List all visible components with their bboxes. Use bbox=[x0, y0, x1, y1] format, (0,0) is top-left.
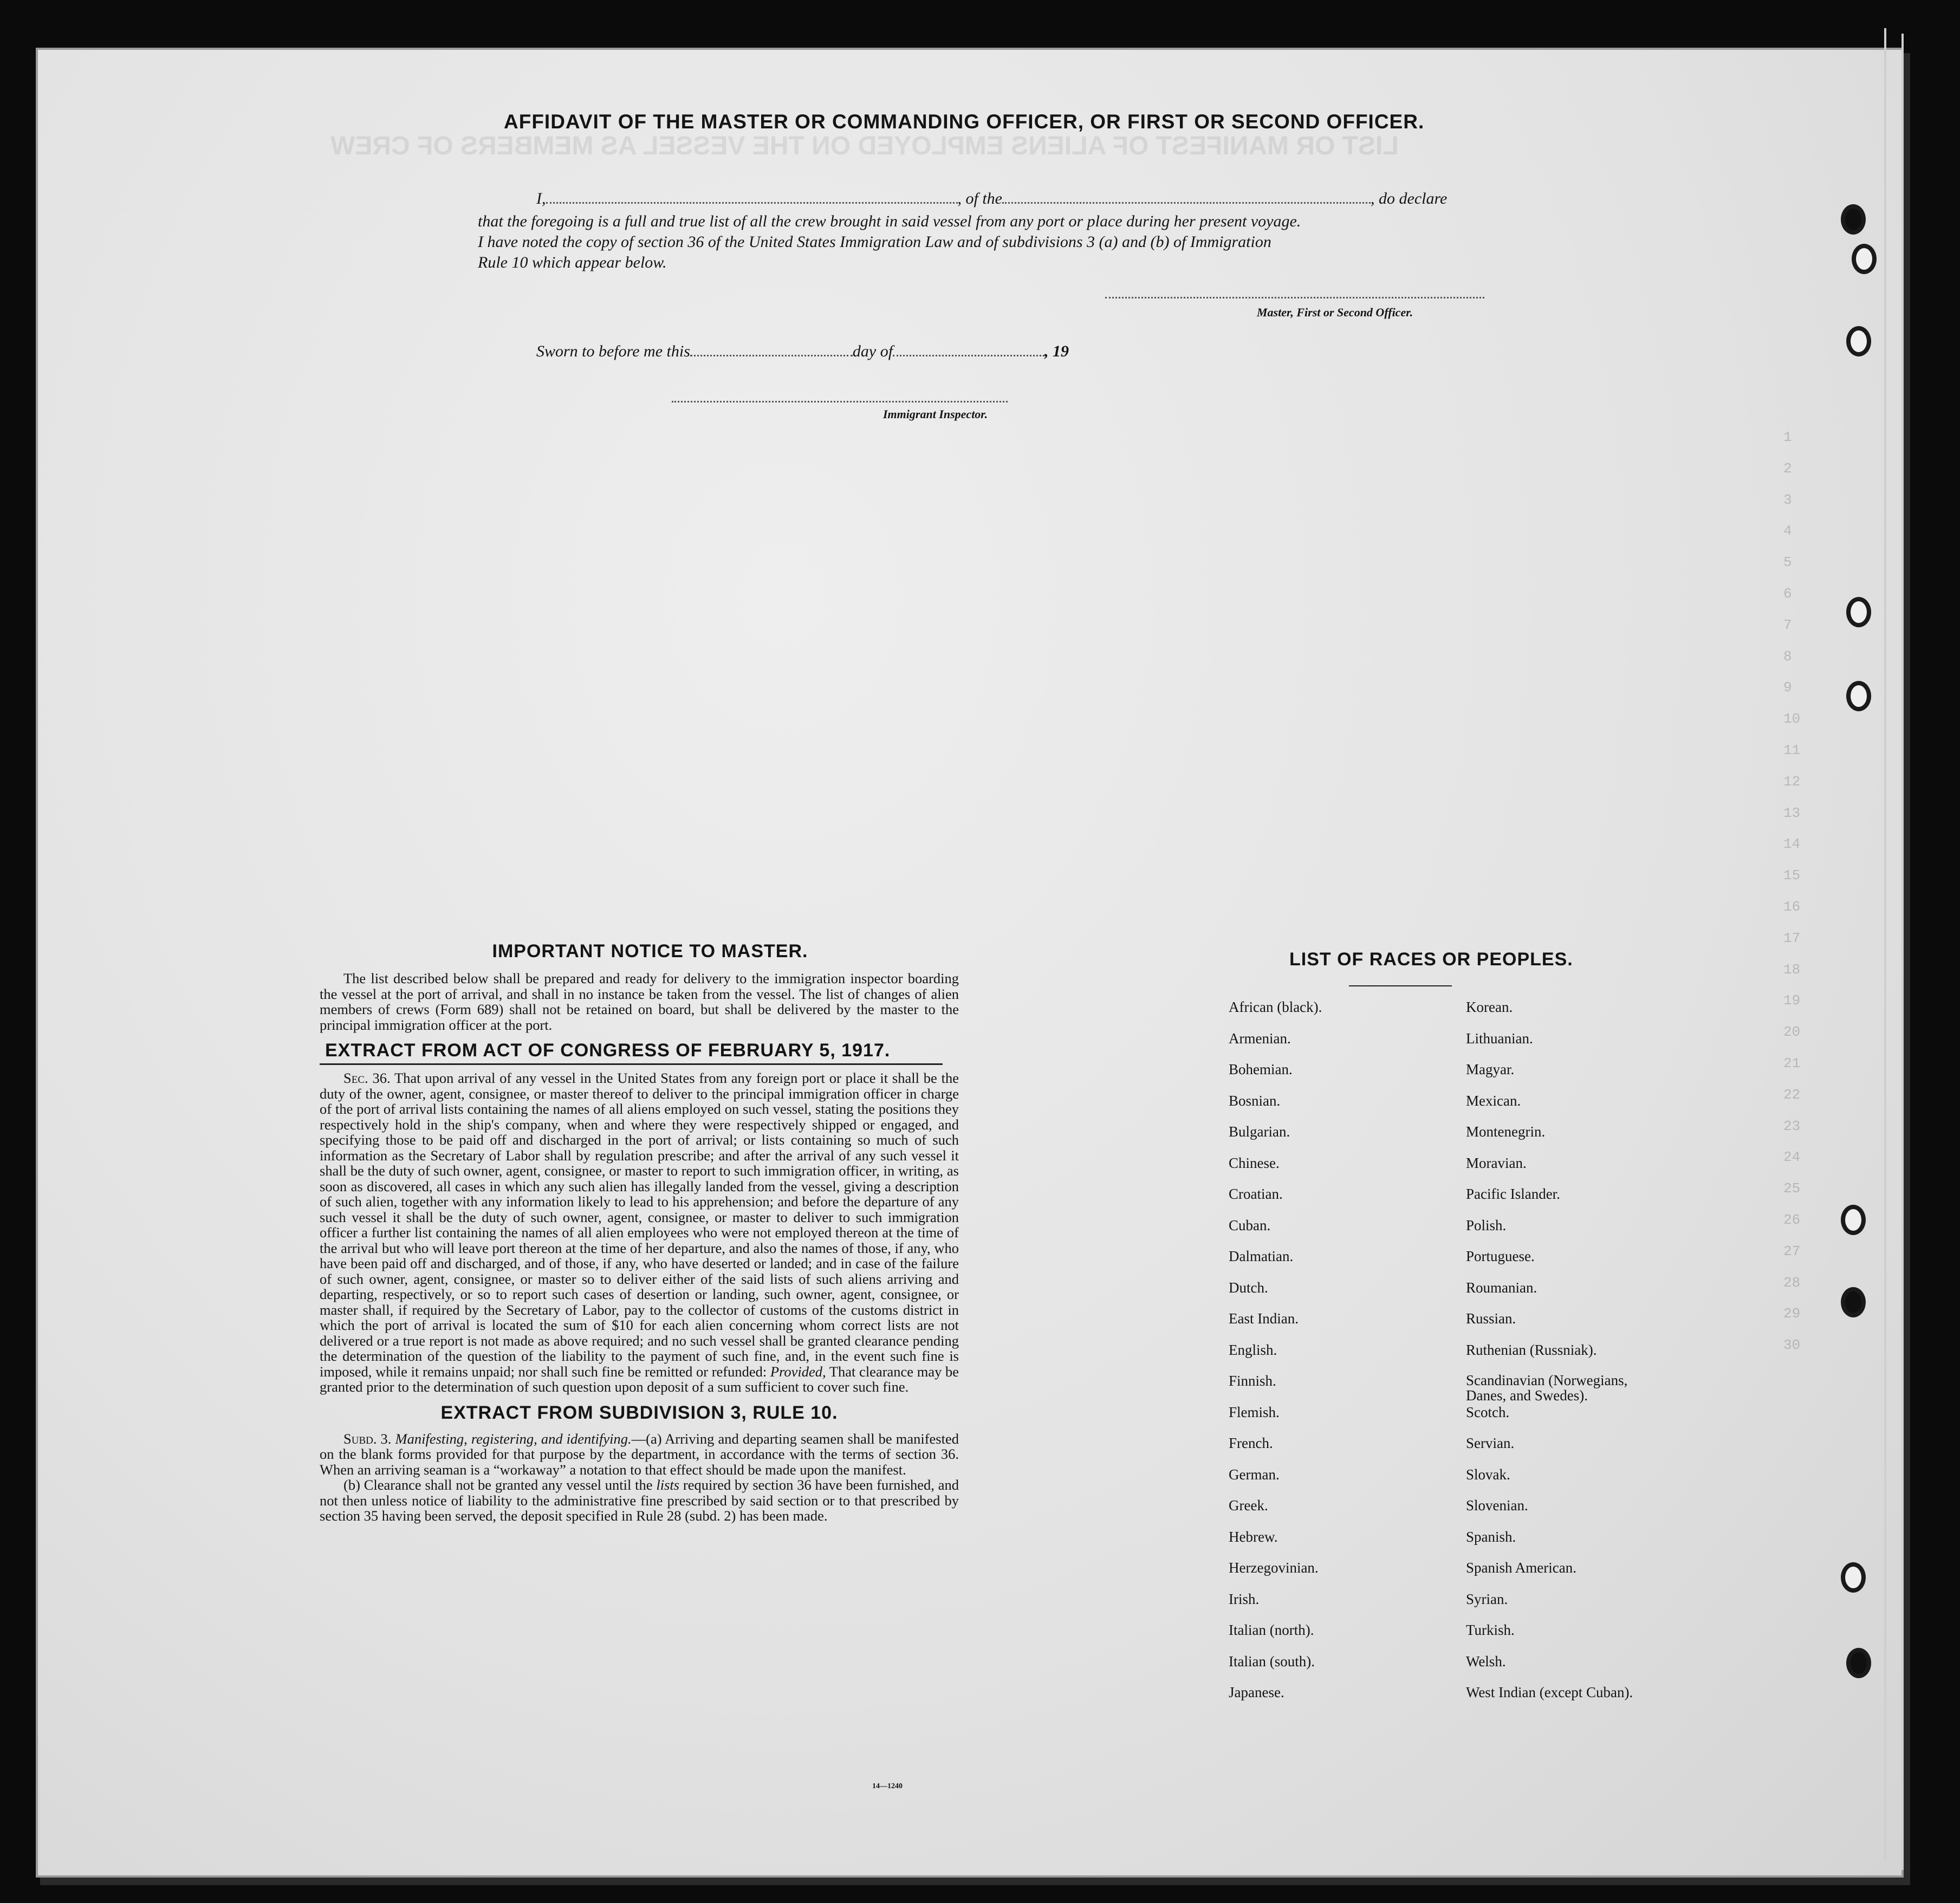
affidavit-line-4: Rule 10 which appear below. bbox=[478, 254, 667, 271]
affidavit-line-2: that the foregoing is a full and true list of all the crew brought in said vessel from any port or place during her present voyage. bbox=[478, 212, 1301, 230]
race-item: Moravian. bbox=[1466, 1154, 1527, 1171]
punch-hole bbox=[1852, 244, 1877, 274]
race-item: Bohemian. bbox=[1229, 1061, 1293, 1077]
form-number: 14—1240 bbox=[872, 1782, 903, 1790]
races-title: LIST OF RACES OR PEOPLES. bbox=[1289, 949, 1573, 970]
race-item: Flemish. bbox=[1229, 1404, 1280, 1420]
race-item: Chinese. bbox=[1229, 1154, 1280, 1171]
notice-title: IMPORTANT NOTICE TO MASTER. bbox=[492, 941, 808, 962]
race-item: Ruthenian (Russniak). bbox=[1466, 1341, 1597, 1358]
bleed-through-row-number: 6 bbox=[1783, 586, 1792, 602]
race-item: Finnish. bbox=[1229, 1373, 1276, 1389]
bleed-through-row-number: 11 bbox=[1783, 742, 1801, 758]
bleed-through-row-number: 18 bbox=[1783, 961, 1801, 978]
race-item: Italian (south). bbox=[1229, 1653, 1315, 1670]
race-item: Korean. bbox=[1466, 999, 1513, 1015]
bleed-through-heading: LIST OR MANIFEST OF ALIENS EMPLOYED ON THE VESSEL AS MEMBERS OF CREW bbox=[330, 132, 1399, 160]
bleed-through-row-number: 1 bbox=[1783, 429, 1792, 445]
notice-body: The list described below shall be prepared and ready for delivery to the immigration inspector boarding the vessel at the port of arrival, and shall in no instance be taken from the vessel. The list of changes of alien members of crews (Form 689) shall not be retained on board, but shall be delivered by the master to the principal immigration officer at the port. bbox=[320, 970, 959, 1033]
bleed-through-row-number: 3 bbox=[1783, 491, 1792, 508]
race-item: Roumanian. bbox=[1466, 1279, 1537, 1296]
bleed-through-row-number: 13 bbox=[1783, 804, 1801, 821]
bleed-through-row-number: 12 bbox=[1783, 773, 1801, 790]
race-item: Pacific Islander. bbox=[1466, 1186, 1560, 1202]
race-item: English. bbox=[1229, 1341, 1277, 1358]
extract-act-body: Sec. 36. That upon arrival of any vessel in the United States from any foreign port or place it shall be the duty of the owner, agent, consignee, or master thereof to deliver to the principal immigration officer in charge of the port of arrival lists containing the names of all aliens employed on such vessel, stating the positions they respectively hold in the ship's company, when and where they were respectively shipped or engaged, and specifying those to be paid off and discharged in the port of arrival; or lists containing so much of such information as the Secretary of Labor shall by regulation prescribe; and after the arrival of any such vessel it shall be the duty of such owner, agent, consignee, or master to report to such immigration officer, in writing, as soon as discovered, all cases in which any such alien has illegally landed from the vessel, giving a description of such alien, together with any information likely to lead to his apprehension; and before the departure of any such vessel it shall be the duty of such owner, agent, consignee, or master to deliver to such immigration officer a further list containing the names of all alien employees who were not employed thereon at the time of the arrival but who will leave port thereon at the time of her departure, and also the names of those, if any, who have been paid off and discharged, and of those, if any, who have deserted or landed; and in case of the failure of such owner, agent, consignee, or master so to deliver either of the said lists of such aliens arriving and departing, respectively, or so to report such cases of desertion or landing, such owner, agent, consignee, or master shall, if required by the Secretary of Labor, pay to the collector of customs of the customs district in which the port of arrival is located the sum of $10 for each alien concerning whom correct lists are not delivered or a true report is not made as above required; and no such vessel shall be granted clearance pending the determination of the question of the liability to the payment of such fine, and, in the event such fine is imposed, while it remains unpaid; nor shall such fine be remitted or refunded: Provided, That clearance may be granted prior to the determination of such question upon deposit of a sum sufficient to cover such fine. bbox=[320, 1070, 959, 1395]
bleed-through-row-number: 7 bbox=[1783, 616, 1792, 633]
bleed-through-row-number: 24 bbox=[1783, 1149, 1801, 1166]
bleed-through-row-number: 8 bbox=[1783, 648, 1792, 665]
race-item: Slovenian. bbox=[1466, 1497, 1528, 1514]
bleed-through-row-number: 22 bbox=[1783, 1086, 1801, 1103]
race-item: Lithuanian. bbox=[1466, 1030, 1533, 1047]
extract-act-title: EXTRACT FROM ACT OF CONGRESS OF FEBRUARY 5, 1917. bbox=[325, 1040, 891, 1061]
inspector-signature-line bbox=[672, 395, 1008, 405]
punch-hole bbox=[1841, 1562, 1866, 1593]
race-item: Hebrew. bbox=[1229, 1528, 1278, 1545]
race-item: West Indian (except Cuban). bbox=[1466, 1684, 1633, 1700]
race-item: Syrian. bbox=[1466, 1590, 1508, 1607]
punch-hole bbox=[1841, 204, 1866, 235]
race-item: Montenegrin. bbox=[1466, 1123, 1546, 1140]
affidavit-title: AFFIDAVIT OF THE MASTER OR COMMANDING OFFICER, OR FIRST OR SECOND OFFICER. bbox=[504, 111, 1425, 133]
bleed-through-row-number: 17 bbox=[1783, 930, 1801, 946]
bleed-through-row-number: 26 bbox=[1783, 1212, 1801, 1228]
punch-hole bbox=[1846, 681, 1871, 711]
bleed-through-row-number: 28 bbox=[1783, 1274, 1801, 1291]
races-list-right bbox=[1466, 999, 1633, 1716]
race-item: Bosnian. bbox=[1229, 1092, 1281, 1109]
page-edge bbox=[1884, 28, 1886, 1859]
race-item: Bulgarian. bbox=[1229, 1123, 1290, 1140]
extract-rule-body: Subd. 3. Manifesting, registering, and identifying.—(a) Arriving and departing seamen shall be manifested on the blank forms provided for that purpose by the department, in accordance with the terms of section 36. When an arriving seaman is a “workaway” a notation to that effect should be made upon the manifest. (b) Clearance shall not be granted any vessel until the lists required by section 36 have been furnished, and not then unless notice of liability to the administrative fine prescribed by said section or to that prescribed by section 35 having been served, the deposit specified in Rule 28 (subd. 2) has been made. bbox=[320, 1430, 959, 1524]
affidavit-line-3: I have noted the copy of section 36 of the United States Immigration Law and of subdivisions 3 (a) and (b) of Immigration bbox=[478, 233, 1271, 251]
master-signature-caption: Master, First or Second Officer. bbox=[1257, 306, 1413, 319]
left-legal-column bbox=[320, 941, 959, 1524]
punch-hole bbox=[1841, 1287, 1866, 1317]
divider bbox=[1349, 985, 1452, 986]
punch-hole bbox=[1846, 326, 1871, 356]
page-edge bbox=[1901, 34, 1904, 1870]
punch-hole bbox=[1841, 1205, 1866, 1235]
bleed-through-row-number: 30 bbox=[1783, 1337, 1801, 1354]
races-list-left bbox=[1229, 999, 1322, 1716]
race-item: Scotch. bbox=[1466, 1404, 1510, 1420]
inspector-caption: Immigrant Inspector. bbox=[883, 407, 988, 421]
bleed-through-row-number: 19 bbox=[1783, 992, 1801, 1009]
bleed-through-row-number: 10 bbox=[1783, 711, 1801, 728]
race-item: Mexican. bbox=[1466, 1092, 1521, 1109]
race-item: Irish. bbox=[1229, 1590, 1260, 1607]
race-item: Russian. bbox=[1466, 1310, 1516, 1327]
section-label: Sec. 36. bbox=[343, 1070, 391, 1086]
bleed-through-row-number: 25 bbox=[1783, 1180, 1801, 1197]
race-item: Japanese. bbox=[1229, 1684, 1284, 1700]
bleed-through-row-number: 23 bbox=[1783, 1118, 1801, 1134]
race-item: French. bbox=[1229, 1435, 1273, 1451]
race-item: Portuguese. bbox=[1466, 1248, 1535, 1264]
race-item: Dalmatian. bbox=[1229, 1248, 1294, 1264]
race-item: Herzegovinian. bbox=[1229, 1560, 1319, 1576]
sworn-line: Sworn to before me this day of , 19 bbox=[536, 342, 1069, 360]
bleed-through-row-number: 21 bbox=[1783, 1055, 1801, 1071]
bleed-through-row-number: 14 bbox=[1783, 836, 1801, 853]
race-item: Spanish. bbox=[1466, 1528, 1516, 1545]
extract-rule-title: EXTRACT FROM SUBDIVISION 3, RULE 10. bbox=[440, 1402, 838, 1423]
bleed-through-row-number: 16 bbox=[1783, 899, 1801, 915]
race-item: Spanish American. bbox=[1466, 1560, 1576, 1576]
master-signature-line bbox=[1105, 291, 1484, 301]
bleed-through-row-number: 4 bbox=[1783, 523, 1792, 540]
document-page bbox=[38, 50, 1901, 1875]
race-item: Magyar. bbox=[1466, 1061, 1515, 1077]
race-item: Armenian. bbox=[1229, 1030, 1291, 1047]
bleed-through-row-number: 15 bbox=[1783, 867, 1801, 884]
divider bbox=[320, 1063, 943, 1065]
race-item: Greek. bbox=[1229, 1497, 1268, 1514]
punch-hole bbox=[1846, 597, 1871, 627]
race-item: Cuban. bbox=[1229, 1217, 1271, 1233]
race-item: Slovak. bbox=[1466, 1466, 1510, 1483]
bleed-through-row-number: 27 bbox=[1783, 1243, 1801, 1259]
race-item: German. bbox=[1229, 1466, 1280, 1483]
race-item: Servian. bbox=[1466, 1435, 1515, 1451]
bleed-through-row-number: 20 bbox=[1783, 1024, 1801, 1041]
bleed-through-row-number: 5 bbox=[1783, 554, 1792, 571]
bleed-through-row-number: 29 bbox=[1783, 1306, 1801, 1322]
bleed-through-row-number: 2 bbox=[1783, 460, 1792, 477]
race-item: Polish. bbox=[1466, 1217, 1507, 1233]
bleed-through-row-number: 9 bbox=[1783, 679, 1792, 696]
race-item: Scandinavian (Norwegians, Danes, and Swedes). bbox=[1466, 1372, 1628, 1404]
race-item: African (black). bbox=[1229, 999, 1322, 1015]
race-item: Italian (north). bbox=[1229, 1622, 1314, 1638]
race-item: Welsh. bbox=[1466, 1653, 1506, 1670]
race-item: Croatian. bbox=[1229, 1186, 1283, 1202]
affidavit-line-1: I, , of the , do declare bbox=[536, 190, 1448, 207]
race-item: East Indian. bbox=[1229, 1310, 1299, 1327]
punch-hole bbox=[1846, 1648, 1871, 1678]
race-item: Turkish. bbox=[1466, 1622, 1515, 1638]
race-item: Dutch. bbox=[1229, 1279, 1268, 1296]
